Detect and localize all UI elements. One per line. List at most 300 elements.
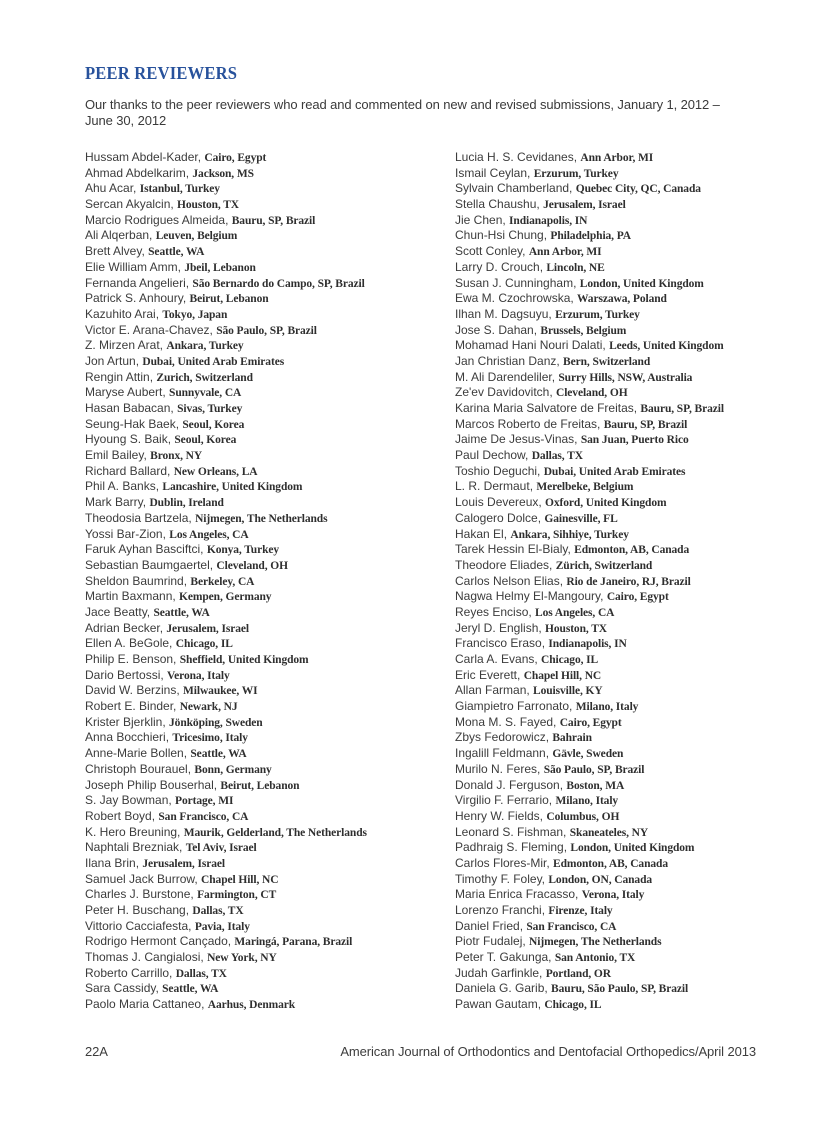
reviewer-entry [85, 323, 455, 339]
reviewer-location: Maringá, Parana, Brazil [234, 936, 353, 949]
reviewer-entry [85, 307, 455, 323]
reviewer-name: Murilo N. Feres, [455, 761, 544, 776]
reviewer-entry [85, 699, 455, 715]
reviewer-entry [455, 903, 825, 919]
reviewer-columns [85, 150, 785, 1013]
reviewer-location: Tricesimo, Italy [172, 732, 248, 745]
reviewer-entry [455, 699, 825, 715]
reviewer-entry [455, 527, 825, 543]
reviewer-name: Ze'ev Davidovitch, [455, 385, 556, 400]
reviewer-entry [455, 730, 825, 746]
reviewer-location: Erzurum, Turkey [533, 167, 619, 180]
reviewer-location: Bonn, Germany [194, 763, 272, 776]
reviewer-location: Dubai, United Arab Emirates [543, 465, 686, 478]
reviewer-name: Hasan Babacan, [85, 401, 178, 415]
reviewer-entry [85, 291, 455, 307]
reviewer-name: Ali Alqerban, [85, 228, 156, 243]
reviewer-location: Quebec City, QC, Canada [575, 183, 701, 196]
reviewer-location: Chicago, IL [175, 638, 233, 651]
reviewer-location: Gainesville, FL [544, 512, 618, 525]
reviewer-name: Dario Bertossi, [85, 667, 168, 682]
reviewer-entry [85, 919, 455, 935]
reviewer-location: Bauru, SP, Brazil [603, 418, 688, 431]
reviewer-entry [85, 856, 455, 872]
reviewer-entry [455, 276, 825, 292]
reviewer-location: Tokyo, Japan [162, 308, 228, 321]
reviewer-location: Seattle, WA [190, 748, 247, 761]
page-footer [85, 1044, 756, 1059]
reviewer-name: Louis Devereux, [455, 495, 546, 510]
reviewer-name: Richard Ballard, [85, 463, 174, 478]
reviewer-entry [455, 981, 825, 997]
reviewer-entry [85, 197, 455, 213]
reviewer-name: Hyoung S. Baik, [85, 432, 175, 447]
reviewer-entry [85, 244, 455, 260]
reviewer-location: London, United Kingdom [579, 277, 704, 290]
reviewer-location: Seattle, WA [148, 246, 205, 259]
reviewer-entry [455, 495, 825, 511]
reviewer-name: Carlos Flores-Mir, [455, 855, 554, 870]
reviewer-name: Theodore Eliades, [455, 557, 556, 572]
reviewer-location: Jbeil, Lebanon [184, 261, 256, 274]
reviewer-entry [455, 260, 825, 276]
reviewer-name: Reyes Enciso, [455, 604, 536, 619]
reviewer-name: Jaime De Jesus-Vinas, [455, 432, 581, 447]
reviewer-entry [85, 746, 455, 762]
reviewer-name: Judah Garfinkle, [455, 965, 546, 980]
reviewer-name: Ahmad Abdelkarim, [85, 165, 193, 180]
reviewer-entry [455, 668, 825, 684]
reviewer-location: Verona, Italy [581, 889, 645, 902]
reviewer-entry [85, 558, 455, 574]
reviewer-location: Lincoln, NE [546, 261, 605, 274]
reviewer-entry [85, 683, 455, 699]
reviewer-location: Seattle, WA [162, 983, 219, 996]
reviewer-entry [455, 448, 825, 464]
reviewer-name: Henry W. Fields, [455, 808, 547, 823]
reviewer-entry [85, 636, 455, 652]
reviewer-entry [85, 778, 455, 794]
reviewer-location: Los Angeles, CA [535, 606, 615, 619]
reviewer-entry [455, 542, 825, 558]
reviewer-name: Jon Artun, [85, 353, 143, 368]
reviewer-name: Giampietro Farronato, [455, 699, 576, 714]
reviewer-name: Pawan Gautam, [455, 997, 545, 1012]
reviewer-location: Bern, Switzerland [563, 355, 651, 368]
reviewer-location: Sivas, Turkey [177, 403, 243, 415]
reviewer-location: Farmington, CT [197, 889, 277, 902]
reviewer-name: L. R. Dermaut, [455, 479, 537, 494]
reviewer-entry [455, 417, 825, 433]
reviewer-location: Cairo, Egypt [606, 591, 669, 604]
reviewer-entry [85, 762, 455, 778]
reviewer-location: Nijmegen, The Netherlands [529, 936, 662, 949]
reviewer-location: Bauru, São Paulo, SP, Brazil [551, 983, 689, 996]
reviewer-name: Nagwa Helmy El-Mangoury, [455, 589, 607, 604]
reviewer-entry [455, 621, 825, 637]
reviewer-location: Seoul, Korea [174, 434, 237, 447]
reviewer-name: Jeryl D. English, [455, 620, 546, 635]
reviewer-entry [455, 370, 825, 386]
reviewer-location: Bauru, SP, Brazil [640, 403, 724, 415]
reviewer-name: David W. Berzins, [85, 683, 184, 698]
reviewer-location: London, United Kingdom [570, 842, 695, 855]
reviewer-location: San Francisco, CA [526, 920, 617, 933]
reviewer-location: São Paulo, SP, Brazil [216, 324, 317, 337]
reviewer-name: Paul Dechow, [455, 448, 532, 463]
reviewer-location: Chapel Hill, NC [523, 669, 602, 682]
reviewer-name: Marcio Rodrigues Almeida, [85, 212, 232, 227]
reviewer-name: Carla A. Evans, [455, 652, 542, 666]
reviewer-entry [455, 150, 825, 166]
reviewer-location: Surry Hills, NSW, Australia [558, 371, 693, 384]
page-title: PEER REVIEWERS [85, 63, 238, 83]
reviewer-name: Sara Cassidy, [85, 981, 163, 996]
reviewer-location: New York, NY [207, 952, 277, 965]
reviewer-entry [455, 793, 825, 809]
reviewer-location: Dublin, Ireland [149, 497, 224, 510]
reviewer-name: Charles J. Burstone, [85, 887, 198, 902]
reviewer-location: Beirut, Lebanon [220, 779, 300, 792]
reviewer-column-right [455, 150, 825, 1013]
reviewer-name: Lorenzo Franchi, [455, 903, 549, 917]
reviewer-entry [85, 809, 455, 825]
reviewer-name: Francisco Eraso, [455, 636, 549, 651]
reviewer-location: Aarhus, Denmark [207, 999, 296, 1012]
reviewer-entry [85, 385, 455, 401]
reviewer-name: Leonard S. Fishman, [455, 824, 570, 839]
reviewer-name: Ilhan M. Dagsuyu, [455, 306, 556, 321]
reviewer-location: Leuven, Belgium [155, 230, 238, 243]
reviewer-name: Ismail Ceylan, [455, 165, 534, 180]
reviewer-name: Anna Bocchieri, [85, 730, 173, 745]
reviewer-location: Indianapolis, IN [509, 214, 588, 227]
reviewer-entry [455, 323, 825, 339]
reviewer-location: Jerusalem, Israel [543, 199, 626, 212]
reviewer-location: Oxford, United Kingdom [545, 497, 667, 510]
reviewer-location: Rio de Janeiro, RJ, Brazil [566, 575, 691, 588]
reviewer-entry [85, 934, 455, 950]
reviewer-location: Houston, TX [545, 622, 607, 635]
reviewer-entry [455, 872, 825, 888]
reviewer-entry [85, 166, 455, 182]
reviewer-entry [85, 730, 455, 746]
reviewer-location: Philadelphia, PA [550, 230, 632, 243]
reviewer-entry [85, 542, 455, 558]
reviewer-name: Sebastian Baumgaertel, [85, 557, 217, 572]
reviewer-entry [85, 621, 455, 637]
reviewer-location: Houston, TX [177, 199, 240, 212]
reviewer-name: Daniela G. Garib, [455, 981, 552, 996]
reviewer-name: Yossi Bar-Zion, [85, 526, 170, 541]
reviewer-name: Sheldon Baumrind, [85, 573, 191, 588]
reviewer-location: Verona, Italy [167, 669, 230, 682]
reviewer-location: Edmonton, AB, Canada [553, 857, 668, 870]
reviewer-entry [85, 228, 455, 244]
reviewer-location: San Francisco, CA [158, 810, 249, 823]
reviewer-entry [455, 511, 825, 527]
reviewer-location: San Juan, Puerto Rico [580, 434, 689, 447]
reviewer-name: Ilana Brin, [85, 855, 143, 870]
intro-line-2: June 30, 2012 [85, 112, 167, 128]
reviewer-entry [85, 574, 455, 590]
reviewer-location: Chapel Hill, NC [201, 873, 279, 886]
reviewer-name: Jose S. Dahan, [455, 322, 541, 337]
reviewer-entry [85, 589, 455, 605]
reviewer-entry [85, 260, 455, 276]
reviewer-entry [455, 213, 825, 229]
reviewer-location: Zurich, Switzerland [156, 371, 253, 384]
reviewer-entry [455, 166, 825, 182]
reviewer-location: Erzurum, Turkey [555, 308, 640, 321]
reviewer-name: Ahu Acar, [85, 181, 140, 196]
reviewer-name: Jace Beatty, [85, 604, 154, 619]
reviewer-location: Dallas, TX [192, 905, 244, 917]
page-number: 22A [85, 1044, 108, 1059]
reviewer-location: Merelbeke, Belgium [536, 481, 634, 494]
reviewer-location: Milano, Italy [555, 795, 619, 808]
reviewer-name: Anne-Marie Bollen, [85, 746, 191, 761]
reviewer-name: Sercan Akyalcin, [85, 197, 178, 212]
reviewer-name: Lucia H. S. Cevidanes, [455, 150, 581, 164]
reviewer-name: Christoph Bourauel, [85, 761, 195, 776]
reviewer-entry [455, 762, 825, 778]
reviewer-location: Chicago, IL [544, 999, 602, 1012]
reviewer-name: Marcos Roberto de Freitas, [455, 416, 604, 431]
reviewer-name: Patrick S. Anhoury, [85, 291, 190, 306]
reviewer-entry [455, 385, 825, 401]
reviewer-entry [455, 683, 825, 699]
reviewer-name: Susan J. Cunningham, [455, 275, 580, 290]
reviewer-entry [85, 448, 455, 464]
reviewer-entry [85, 605, 455, 621]
reviewer-location: Boston, MA [566, 779, 625, 792]
reviewer-name: Scott Conley, [455, 244, 529, 259]
reviewer-location: New Orleans, LA [173, 465, 258, 478]
reviewer-name: Eric Everett, [455, 667, 524, 682]
reviewer-location: Kempen, Germany [179, 591, 272, 604]
reviewer-location: Edmonton, AB, Canada [574, 544, 690, 557]
reviewer-entry [85, 825, 455, 841]
reviewer-entry [85, 338, 455, 354]
reviewer-name: Elie William Amm, [85, 259, 185, 274]
reviewer-entry [85, 793, 455, 809]
reviewer-location: Portland, OR [545, 967, 611, 980]
reviewer-entry [455, 432, 825, 448]
reviewer-location: Cairo, Egypt [204, 152, 267, 164]
reviewer-location: Cleveland, OH [216, 559, 288, 572]
reviewer-location: São Bernardo do Campo, SP, Brazil [192, 277, 365, 290]
reviewer-name: Sylvain Chamberland, [455, 181, 576, 196]
reviewer-location: Konya, Turkey [206, 544, 280, 557]
reviewer-location: Ann Arbor, MI [580, 152, 654, 164]
reviewer-name: Jan Christian Danz, [455, 353, 564, 368]
reviewer-location: Cairo, Egypt [559, 716, 622, 729]
reviewer-entry [85, 401, 455, 417]
reviewer-location: Jerusalem, Israel [166, 622, 249, 635]
reviewer-name: Robert Boyd, [85, 808, 159, 823]
reviewer-location: Zürich, Switzerland [555, 559, 653, 572]
reviewer-entry [455, 825, 825, 841]
reviewer-name: Mark Barry, [85, 495, 150, 510]
reviewer-location: Firenze, Italy [548, 905, 613, 917]
reviewer-name: Ellen A. BeGole, [85, 636, 176, 651]
reviewer-location: Ankara, Turkey [166, 340, 244, 353]
reviewer-entry [455, 589, 825, 605]
reviewer-name: Virgilio F. Ferrario, [455, 793, 556, 808]
reviewer-entry [455, 887, 825, 903]
reviewer-entry [455, 934, 825, 950]
reviewer-location: Dubai, United Arab Emirates [142, 355, 285, 368]
reviewer-name: Piotr Fudalej, [455, 934, 530, 949]
reviewer-entry [455, 338, 825, 354]
reviewer-location: Maurik, Gelderland, The Netherlands [183, 826, 367, 839]
reviewer-entry [85, 370, 455, 386]
reviewer-entry [85, 652, 455, 668]
reviewer-name: Jie Chen, [455, 212, 510, 227]
reviewer-location: Bauru, SP, Brazil [231, 214, 316, 227]
reviewer-entry [85, 479, 455, 495]
reviewer-location: Jönköping, Sweden [169, 716, 263, 729]
reviewer-entry [455, 636, 825, 652]
reviewer-name: Ewa M. Czochrowska, [455, 291, 578, 306]
reviewer-location: Bahrain [552, 732, 592, 745]
reviewer-name: Emil Bailey, [85, 448, 151, 463]
reviewer-location: Jerusalem, Israel [142, 857, 225, 870]
reviewer-name: Samuel Jack Burrow, [85, 871, 202, 886]
reviewer-name: Allan Farman, [455, 683, 534, 698]
reviewer-location: Louisville, KY [533, 685, 603, 698]
reviewer-entry [455, 401, 825, 417]
reviewer-name: Paolo Maria Cattaneo, [85, 997, 208, 1012]
reviewer-name: Victor E. Arana-Chavez, [85, 322, 217, 337]
reviewer-location: Milano, Italy [575, 701, 639, 714]
reviewer-entry [85, 150, 455, 166]
reviewer-entry [455, 574, 825, 590]
reviewer-entry [455, 840, 825, 856]
reviewer-entry [85, 668, 455, 684]
reviewer-location: Warszawa, Poland [577, 293, 667, 306]
reviewer-entry [85, 354, 455, 370]
reviewer-name: Karina Maria Salvatore de Freitas, [455, 401, 641, 415]
reviewer-location: Sunnyvale, CA [169, 387, 242, 400]
reviewer-location: Istanbul, Turkey [139, 183, 220, 196]
reviewer-name: K. Hero Breuning, [85, 824, 184, 839]
reviewer-location: Berkeley, CA [190, 575, 255, 588]
reviewer-name: Joseph Philip Bouserhal, [85, 777, 221, 792]
reviewer-name: Padhraig S. Fleming, [455, 840, 571, 855]
reviewer-name: Zbys Fedorowicz, [455, 730, 553, 745]
reviewer-entry [455, 181, 825, 197]
reviewer-entry [455, 479, 825, 495]
reviewer-entry [85, 997, 455, 1013]
reviewer-name: Rengin Attin, [85, 369, 157, 384]
reviewer-entry [85, 417, 455, 433]
reviewer-name: Rodrigo Hermont Cançado, [85, 934, 235, 949]
reviewer-location: Chicago, IL [541, 654, 599, 666]
reviewer-name: Fernanda Angelieri, [85, 275, 193, 290]
reviewer-entry [85, 464, 455, 480]
reviewer-name: M. Ali Darendeliler, [455, 369, 559, 384]
reviewer-location: Ann Arbor, MI [528, 246, 602, 259]
reviewer-name: Z. Mirzen Arat, [85, 338, 167, 353]
reviewer-entry [455, 950, 825, 966]
intro-paragraph [85, 97, 761, 128]
reviewer-location: Dallas, TX [175, 967, 227, 980]
reviewer-location: Ankara, Sihhiye, Turkey [510, 528, 629, 541]
reviewer-name: Phil A. Banks, [85, 479, 163, 494]
reviewer-name: Hussam Abdel-Kader, [85, 150, 205, 164]
reviewer-name: Seung-Hak Baek, [85, 416, 183, 431]
reviewer-name: Hakan El, [455, 526, 511, 541]
reviewer-entry [455, 856, 825, 872]
reviewer-entry [455, 809, 825, 825]
reviewer-entry [85, 903, 455, 919]
reviewer-entry [85, 432, 455, 448]
reviewer-location: Cleveland, OH [556, 387, 628, 400]
reviewer-name: Maria Enrica Fracasso, [455, 887, 582, 902]
reviewer-entry [85, 950, 455, 966]
reviewer-location: Beirut, Lebanon [189, 293, 269, 306]
reviewer-location: Dallas, TX [531, 450, 583, 463]
reviewer-name: Tarek Hessin El-Bialy, [455, 542, 575, 557]
reviewer-entry [455, 778, 825, 794]
reviewer-entry [455, 966, 825, 982]
reviewer-entry [85, 213, 455, 229]
reviewer-location: Milwaukee, WI [183, 685, 258, 698]
reviewer-entry [85, 495, 455, 511]
reviewer-entry [85, 966, 455, 982]
intro-line-1: Our thanks to the peer reviewers who read and commented on new and revised submissions, January 1, 2012 – [85, 97, 720, 112]
reviewer-name: Robert E. Binder, [85, 699, 180, 714]
reviewer-location: Lancashire, United Kingdom [162, 481, 303, 494]
reviewer-entry [455, 307, 825, 323]
reviewer-entry [85, 872, 455, 888]
reviewer-location: San Antonio, TX [554, 952, 636, 965]
reviewer-entry [455, 197, 825, 213]
reviewer-name: Chun-Hsi Chung, [455, 228, 551, 243]
reviewer-name: Theodosia Bartzela, [85, 510, 196, 525]
reviewer-name: Mohamad Hani Nouri Dalati, [455, 338, 610, 353]
reviewer-name: Peter T. Gakunga, [455, 950, 555, 965]
reviewer-entry [455, 558, 825, 574]
reviewer-location: Gävle, Sweden [552, 748, 624, 761]
reviewer-name: Faruk Ayhan Basciftci, [85, 542, 207, 557]
reviewer-name: S. Jay Bowman, [85, 793, 176, 808]
reviewer-entry [455, 244, 825, 260]
reviewer-name: Thomas J. Cangialosi, [85, 950, 208, 965]
reviewer-location: Portage, MI [175, 795, 234, 808]
reviewer-location: Newark, NJ [179, 701, 238, 714]
reviewer-entry [85, 527, 455, 543]
reviewer-entry [85, 181, 455, 197]
reviewer-column-left [85, 150, 455, 1013]
reviewer-location: Indianapolis, IN [548, 638, 627, 651]
reviewer-name: Toshio Deguchi, [455, 463, 544, 478]
reviewer-location: Los Angeles, CA [169, 528, 249, 541]
reviewer-entry [455, 919, 825, 935]
reviewer-entry [85, 981, 455, 997]
reviewer-location: Jackson, MS [192, 167, 254, 180]
reviewer-entry [455, 715, 825, 731]
reviewer-entry [455, 291, 825, 307]
reviewer-entry [85, 715, 455, 731]
reviewer-location: Seoul, Korea [182, 418, 245, 431]
reviewer-name: Maryse Aubert, [85, 385, 170, 400]
reviewer-location: Pavia, Italy [194, 920, 250, 933]
reviewer-location: Seattle, WA [153, 606, 210, 619]
reviewer-location: Leeds, United Kingdom [609, 340, 724, 353]
